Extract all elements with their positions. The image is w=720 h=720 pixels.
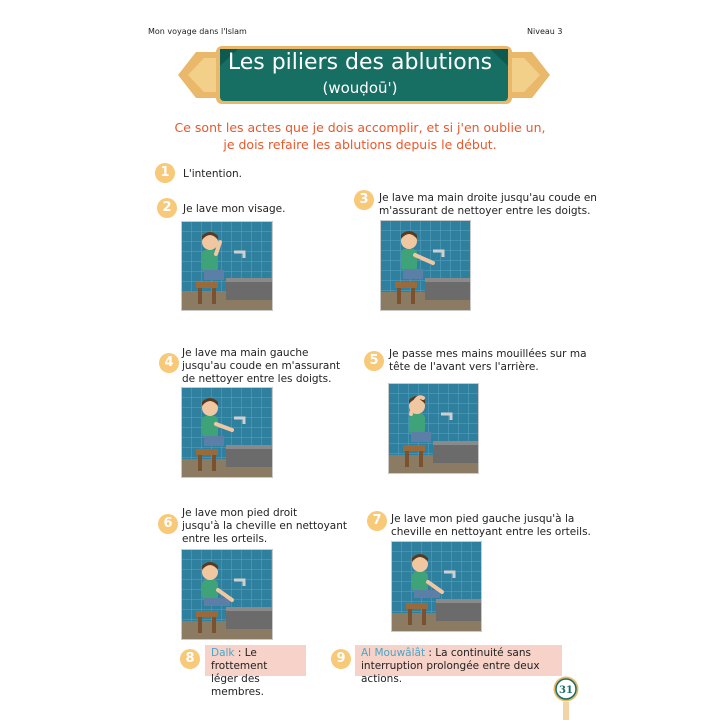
step-3-text: Je lave ma main droite jusqu'au coude en m'assurant de nettoyer entre les doigts. [379,192,597,217]
step-6-number-badge: 6 [158,514,178,534]
running-header-title: Mon voyage dans l'Islam [148,27,247,36]
page-number-badge [553,676,579,702]
step-1-number-badge: 1 [155,163,175,183]
intro-line-1: Ce sont les actes que je dois accomplir, et si j'en oublie un, [174,120,546,135]
step-1-text: L'intention. [183,168,242,180]
step-8-definition: Dalk : Le frottement léger des membres. [205,645,306,676]
page-subtitle: (wouḍoū') [322,79,398,97]
illustration-washing-right-foot [181,549,273,640]
page-number-tab [563,702,569,720]
step-6-text: Je lave mon pied droit jusqu'à la cheville en nettoyant entre les orteils. [182,507,348,545]
illustration-washing-left-foot [391,541,482,632]
step-7-text: Je lave mon pied gauche jusqu'à la cheville en nettoyant entre les orteils. [391,513,591,538]
illustration-washing-right-arm [380,220,471,311]
step-7-number-badge: 7 [367,511,387,531]
illustration-washing-face [181,221,273,311]
step-9-number-badge: 9 [331,649,351,669]
running-header-level: Niveau 3 [527,27,563,36]
step-3-number-badge: 3 [354,190,374,210]
step-9-definition: Al Mouwâlât : La continuité sans interruption prolongée entre deux actions. [355,645,562,676]
term-dalk: Dalk [211,647,235,659]
step-5-number-badge: 5 [364,351,384,371]
step-5-text: Je passe mes mains mouillées sur ma tête de l'avant vers l'arrière. [389,348,587,373]
term-al-mouwalat: Al Mouwâlât [361,647,426,659]
step-4-text: Je lave ma main gauche jusqu'au coude en m'assurant de nettoyer entre les doigts. [182,347,341,385]
step-8-number-badge: 8 [180,649,200,669]
page-number: 31 [559,685,573,696]
illustration-wiping-head [388,383,479,474]
step-2-number-badge: 2 [157,198,177,218]
step-4-number-badge: 4 [159,353,179,373]
intro-line-2: je dois refaire les ablutions depuis le début. [223,137,497,152]
step-2-text: Je lave mon visage. [183,203,286,215]
page-title: Les piliers des ablutions [227,50,493,75]
illustration-washing-left-arm [181,387,273,478]
